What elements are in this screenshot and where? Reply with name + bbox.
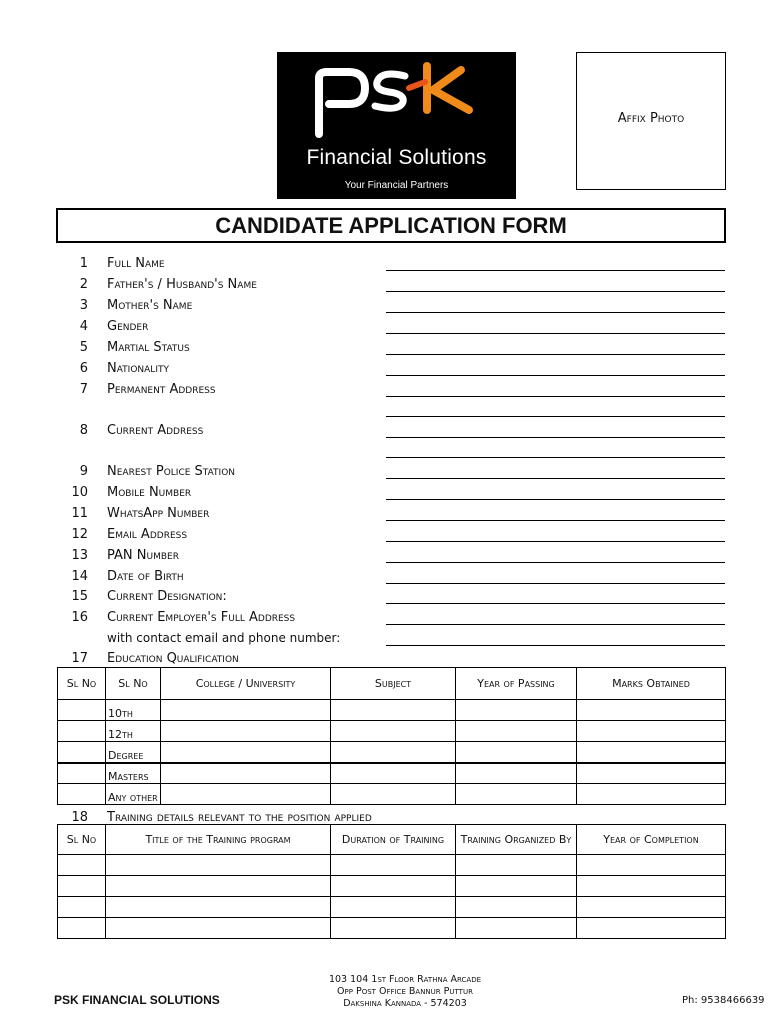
field-nearest-police-station xyxy=(0,462,768,482)
education-table xyxy=(57,667,726,805)
table-cell[interactable] xyxy=(161,784,331,805)
table-cell[interactable] xyxy=(58,721,106,742)
table-cell[interactable] xyxy=(456,784,577,805)
table-cell[interactable] xyxy=(331,721,456,742)
column-header: Year of Passing xyxy=(456,668,577,700)
field-number: 12 xyxy=(71,527,88,542)
footer-address xyxy=(300,974,510,1010)
education-level-label: Degree xyxy=(106,742,161,763)
field-pan-number xyxy=(0,546,768,566)
table-cell[interactable] xyxy=(577,918,726,939)
field-input-line[interactable] xyxy=(386,520,725,521)
field-label: Education Qualification xyxy=(107,651,239,666)
column-header: Year of Completion xyxy=(577,825,726,855)
field-label: Nationality xyxy=(107,361,169,376)
training-table xyxy=(57,824,726,939)
field-input-line[interactable] xyxy=(386,562,725,563)
logo-tagline: Your Financial Partners xyxy=(344,180,449,191)
field-date-of-birth xyxy=(0,567,768,587)
table-cell[interactable] xyxy=(456,721,577,742)
field-father-husband-name xyxy=(0,275,768,295)
table-row xyxy=(58,784,726,805)
field-label: Full Name xyxy=(107,256,165,271)
table-cell[interactable] xyxy=(577,742,726,763)
field-input-line[interactable] xyxy=(386,457,725,458)
field-label: Permanent Address xyxy=(107,382,216,397)
field-input-line[interactable] xyxy=(386,312,725,313)
table-cell[interactable] xyxy=(456,897,577,918)
field-email-address xyxy=(0,525,768,545)
field-number: 7 xyxy=(79,382,88,397)
company-logo xyxy=(277,52,516,199)
field-input-line[interactable] xyxy=(386,624,725,625)
field-input-line[interactable] xyxy=(386,645,725,646)
field-label: Current Designation: xyxy=(107,589,227,604)
table-cell[interactable] xyxy=(58,897,106,918)
table-row xyxy=(58,763,726,784)
column-header: Training Organized By xyxy=(456,825,577,855)
table-cell[interactable] xyxy=(331,784,456,805)
field-current-designation xyxy=(0,587,768,607)
table-header-row xyxy=(58,825,726,855)
education-level-label: 12th xyxy=(106,721,161,742)
field-mother-name xyxy=(0,296,768,316)
field-number: 14 xyxy=(71,569,88,584)
table-cell[interactable] xyxy=(106,918,331,939)
field-number: 5 xyxy=(79,340,88,355)
title-box xyxy=(56,208,726,243)
field-input-line[interactable] xyxy=(386,499,725,500)
field-education-qualification xyxy=(0,649,768,669)
field-number: 2 xyxy=(79,277,88,292)
field-number: 13 xyxy=(71,548,88,563)
table-cell[interactable] xyxy=(456,763,577,784)
field-number: 1 xyxy=(79,256,88,271)
field-input-line[interactable] xyxy=(386,291,725,292)
field-number: 6 xyxy=(79,361,88,376)
table-cell[interactable] xyxy=(58,742,106,763)
field-whatsapp-number xyxy=(0,504,768,524)
table-cell[interactable] xyxy=(456,742,577,763)
field-input-line[interactable] xyxy=(386,603,725,604)
table-cell[interactable] xyxy=(577,700,726,721)
field-number: 10 xyxy=(71,485,88,500)
psk-logo-mark xyxy=(277,52,516,152)
table-cell[interactable] xyxy=(58,700,106,721)
table-cell[interactable] xyxy=(331,897,456,918)
field-input-line[interactable] xyxy=(386,583,725,584)
field-label: Date of Birth xyxy=(107,569,184,584)
table-header-row xyxy=(58,668,726,700)
table-cell[interactable] xyxy=(577,763,726,784)
table-row xyxy=(58,897,726,918)
education-level-label: Any other xyxy=(106,784,161,805)
field-label: Mobile Number xyxy=(107,485,192,500)
table-cell[interactable] xyxy=(456,855,577,876)
column-header: Subject xyxy=(331,668,456,700)
education-level-label: Masters xyxy=(106,763,161,784)
table-row xyxy=(58,700,726,721)
field-input-line[interactable] xyxy=(386,354,725,355)
field-nationality xyxy=(0,359,768,379)
table-cell[interactable] xyxy=(577,855,726,876)
field-gender xyxy=(0,317,768,337)
table-row xyxy=(58,742,726,763)
column-header: Sl No xyxy=(106,668,161,700)
field-number: 11 xyxy=(71,506,88,521)
table-cell[interactable] xyxy=(331,742,456,763)
field-number: 9 xyxy=(79,464,88,479)
field-number: 18 xyxy=(71,810,88,825)
field-number: 15 xyxy=(71,589,88,604)
field-label: Nearest Police Station xyxy=(107,464,236,479)
column-header: Sl No xyxy=(58,668,106,700)
field-input-line[interactable] xyxy=(386,375,725,376)
field-label: Email Address xyxy=(107,527,188,542)
table-cell[interactable] xyxy=(331,876,456,897)
footer-company-name: PSK FINANCIAL SOLUTIONS xyxy=(54,993,220,1007)
field-permanent-address xyxy=(0,380,768,400)
field-label: Gender xyxy=(107,319,149,334)
field-input-line[interactable] xyxy=(386,270,725,271)
field-marital-status xyxy=(0,338,768,358)
footer-address-line: Dakshina Kannada - 574203 xyxy=(343,998,467,1009)
field-number: 8 xyxy=(79,423,88,438)
field-number: 16 xyxy=(71,610,88,625)
column-header: Sl No xyxy=(58,825,106,855)
column-header: College / University xyxy=(161,668,331,700)
footer-address-line: 103 104 1st Floor Rathna Arcade xyxy=(328,974,482,985)
photo-box-label: Affix Photo xyxy=(617,111,685,126)
footer-address-line: Opp Post Office Bannur Puttur xyxy=(337,986,473,997)
table-cell[interactable] xyxy=(331,700,456,721)
field-mobile-number xyxy=(0,483,768,503)
table-cell[interactable] xyxy=(456,876,577,897)
field-input-line[interactable] xyxy=(386,396,725,397)
field-number: 17 xyxy=(71,651,88,666)
column-header: Duration of Training xyxy=(331,825,456,855)
field-label: Martial Status xyxy=(107,340,190,355)
table-cell[interactable] xyxy=(58,855,106,876)
field-label: Mother's Name xyxy=(107,298,193,313)
table-cell[interactable] xyxy=(331,763,456,784)
table-cell[interactable] xyxy=(106,876,331,897)
table-cell[interactable] xyxy=(58,876,106,897)
field-full-name xyxy=(0,254,768,274)
table-cell[interactable] xyxy=(577,876,726,897)
form-title: CANDIDATE APPLICATION FORM xyxy=(215,213,567,238)
field-current-employer-address xyxy=(0,608,768,628)
field-label: Father's / Husband's Name xyxy=(107,277,257,292)
table-cell[interactable] xyxy=(577,897,726,918)
table-row xyxy=(58,876,726,897)
table-row xyxy=(58,721,726,742)
table-row xyxy=(58,855,726,876)
field-label: with contact email and phone number: xyxy=(107,631,341,645)
field-label: Current Employer's Full Address xyxy=(107,610,296,625)
table-row xyxy=(58,918,726,939)
field-input-line[interactable] xyxy=(386,478,725,479)
field-input-line[interactable] xyxy=(386,416,725,417)
field-number: 4 xyxy=(79,319,88,334)
table-cell[interactable] xyxy=(161,700,331,721)
table-cell[interactable] xyxy=(106,897,331,918)
photo-box[interactable] xyxy=(576,52,726,190)
table-cell[interactable] xyxy=(58,918,106,939)
column-header: Title of the Training program xyxy=(106,825,331,855)
table-cell[interactable] xyxy=(577,721,726,742)
table-cell[interactable] xyxy=(58,763,106,784)
field-input-line[interactable] xyxy=(386,437,725,438)
table-cell[interactable] xyxy=(161,742,331,763)
field-current-address xyxy=(0,421,768,441)
table-cell[interactable] xyxy=(106,855,331,876)
field-label: Current Address xyxy=(107,423,204,438)
table-cell[interactable] xyxy=(161,763,331,784)
table-cell[interactable] xyxy=(456,700,577,721)
table-cell[interactable] xyxy=(456,918,577,939)
field-input-line[interactable] xyxy=(386,333,725,334)
field-number: 3 xyxy=(79,298,88,313)
table-cell[interactable] xyxy=(58,784,106,805)
table-cell[interactable] xyxy=(331,918,456,939)
column-header: Marks Obtained xyxy=(577,668,726,700)
logo-company-name: Financial Solutions xyxy=(306,146,487,169)
field-label: WhatsApp Number xyxy=(107,506,210,521)
field-employer-contact xyxy=(0,629,768,649)
table-cell[interactable] xyxy=(331,855,456,876)
footer-phone: Ph: 9538466639 xyxy=(682,995,765,1006)
education-level-label: 10th xyxy=(106,700,161,721)
field-label: Training details relevant to the position applied xyxy=(107,810,372,825)
table-cell[interactable] xyxy=(161,721,331,742)
table-cell[interactable] xyxy=(577,784,726,805)
field-label: PAN Number xyxy=(107,548,179,563)
field-input-line[interactable] xyxy=(386,541,725,542)
